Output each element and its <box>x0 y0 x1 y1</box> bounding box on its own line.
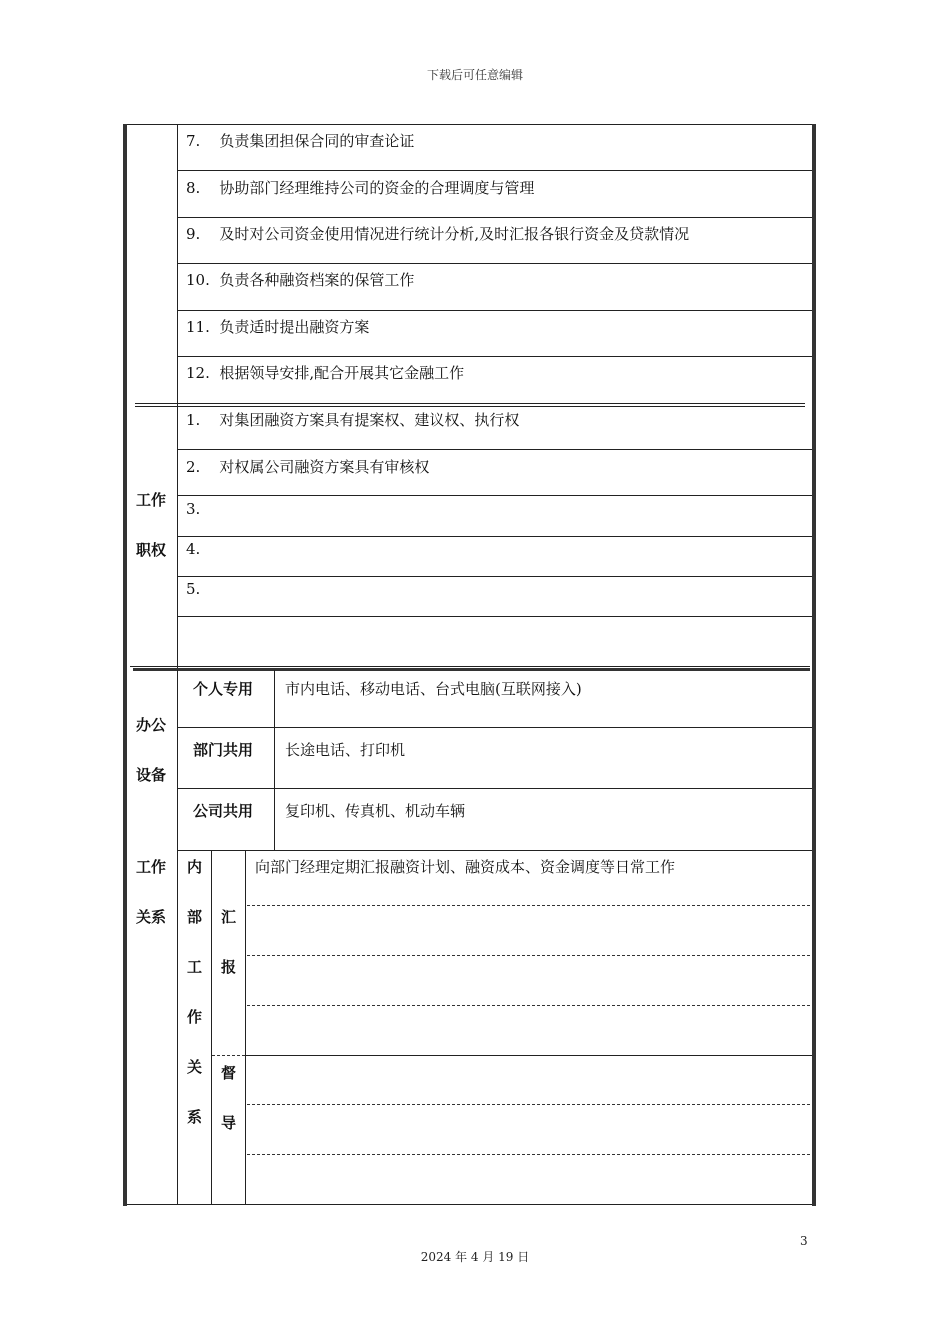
table-border-right <box>812 124 816 1206</box>
row-divider <box>177 449 812 450</box>
report-supervise-divider <box>245 1055 812 1056</box>
row-divider <box>177 788 812 789</box>
equipment-items: 复印机、传真机、机动车辆 <box>285 802 466 820</box>
authority-item: 2. 对权属公司融资方案具有审核权 <box>186 458 430 476</box>
report-char: 报 <box>221 958 237 976</box>
page-header: 下载后可任意编辑 <box>426 68 523 82</box>
section-divider <box>135 403 805 404</box>
equipment-label-divider <box>177 670 178 851</box>
row-divider <box>177 310 812 311</box>
authority-item: 1. 对集团融资方案具有提案权、建议权、执行权 <box>186 411 520 429</box>
dashed-line <box>247 905 810 906</box>
internal-relations-char: 作 <box>187 1008 203 1026</box>
duty-item: 8. 协助部门经理维持公司的资金的合理调度与管理 <box>186 179 535 197</box>
report-supervise-divider-dashed <box>212 1055 245 1056</box>
equipment-items: 市内电话、移动电话、台式电脑(互联网接入) <box>285 680 582 698</box>
internal-relations-char: 关 <box>187 1058 203 1076</box>
relations-type-divider <box>245 850 246 1205</box>
row-divider <box>177 536 812 537</box>
equipment-label: 设备 <box>136 766 167 784</box>
authority-label: 职权 <box>136 541 167 559</box>
dashed-line <box>247 1154 810 1155</box>
dashed-line <box>247 955 810 956</box>
authority-item: 5. <box>186 580 201 598</box>
equipment-category: 个人专用 <box>193 680 254 698</box>
row-divider <box>177 263 812 264</box>
relations-label: 关系 <box>136 908 167 926</box>
equipment-category: 公司共用 <box>193 802 254 820</box>
report-text: 向部门经理定期汇报融资计划、融资成本、资金调度等日常工作 <box>255 858 676 876</box>
row-divider <box>177 170 812 171</box>
row-divider <box>177 616 812 617</box>
section-divider <box>130 666 810 667</box>
equipment-label: 办公 <box>136 716 167 734</box>
equipment-items: 长途电话、打印机 <box>285 741 406 759</box>
row-divider <box>177 495 812 496</box>
equipment-category-divider <box>274 670 275 851</box>
row-divider <box>177 356 812 357</box>
page-number: 3 <box>800 1234 808 1248</box>
row-divider <box>177 217 812 218</box>
supervise-char: 导 <box>221 1114 237 1132</box>
relations-label: 工作 <box>136 858 167 876</box>
internal-relations-char: 系 <box>187 1108 203 1126</box>
dashed-line <box>247 1104 810 1105</box>
duty-item: 7. 负责集团担保合同的审查论证 <box>186 132 415 150</box>
supervise-char: 督 <box>221 1064 237 1082</box>
label-column-divider <box>177 124 178 669</box>
section-divider <box>133 668 810 671</box>
authority-item: 3. <box>186 500 201 518</box>
duty-item: 11. 负责适时提出融资方案 <box>186 318 370 336</box>
relations-label-divider <box>177 850 178 1205</box>
table-border-bottom <box>127 1204 812 1205</box>
duty-item: 12. 根据领导安排,配合开展其它金融工作 <box>186 364 465 382</box>
footer-date: 2024 年 4 月 19 日 <box>420 1250 530 1264</box>
table-border-top <box>127 124 812 125</box>
dashed-line <box>247 1005 810 1006</box>
duty-item: 9. 及时对公司资金使用情况进行统计分析,及时汇报各银行资金及贷款情况 <box>186 225 690 243</box>
row-divider <box>177 727 812 728</box>
authority-label: 工作 <box>136 491 167 509</box>
duty-item: 10. 负责各种融资档案的保管工作 <box>186 271 415 289</box>
internal-relations-char: 工 <box>187 958 203 976</box>
authority-item: 4. <box>186 540 201 558</box>
report-char: 汇 <box>221 908 237 926</box>
section-divider <box>177 850 812 851</box>
table-border-left <box>123 124 127 1206</box>
internal-relations-char: 部 <box>187 908 203 926</box>
equipment-category: 部门共用 <box>193 741 254 759</box>
internal-relations-char: 内 <box>187 858 203 876</box>
row-divider <box>177 576 812 577</box>
relations-internal-divider <box>211 850 212 1205</box>
section-divider <box>135 406 805 407</box>
